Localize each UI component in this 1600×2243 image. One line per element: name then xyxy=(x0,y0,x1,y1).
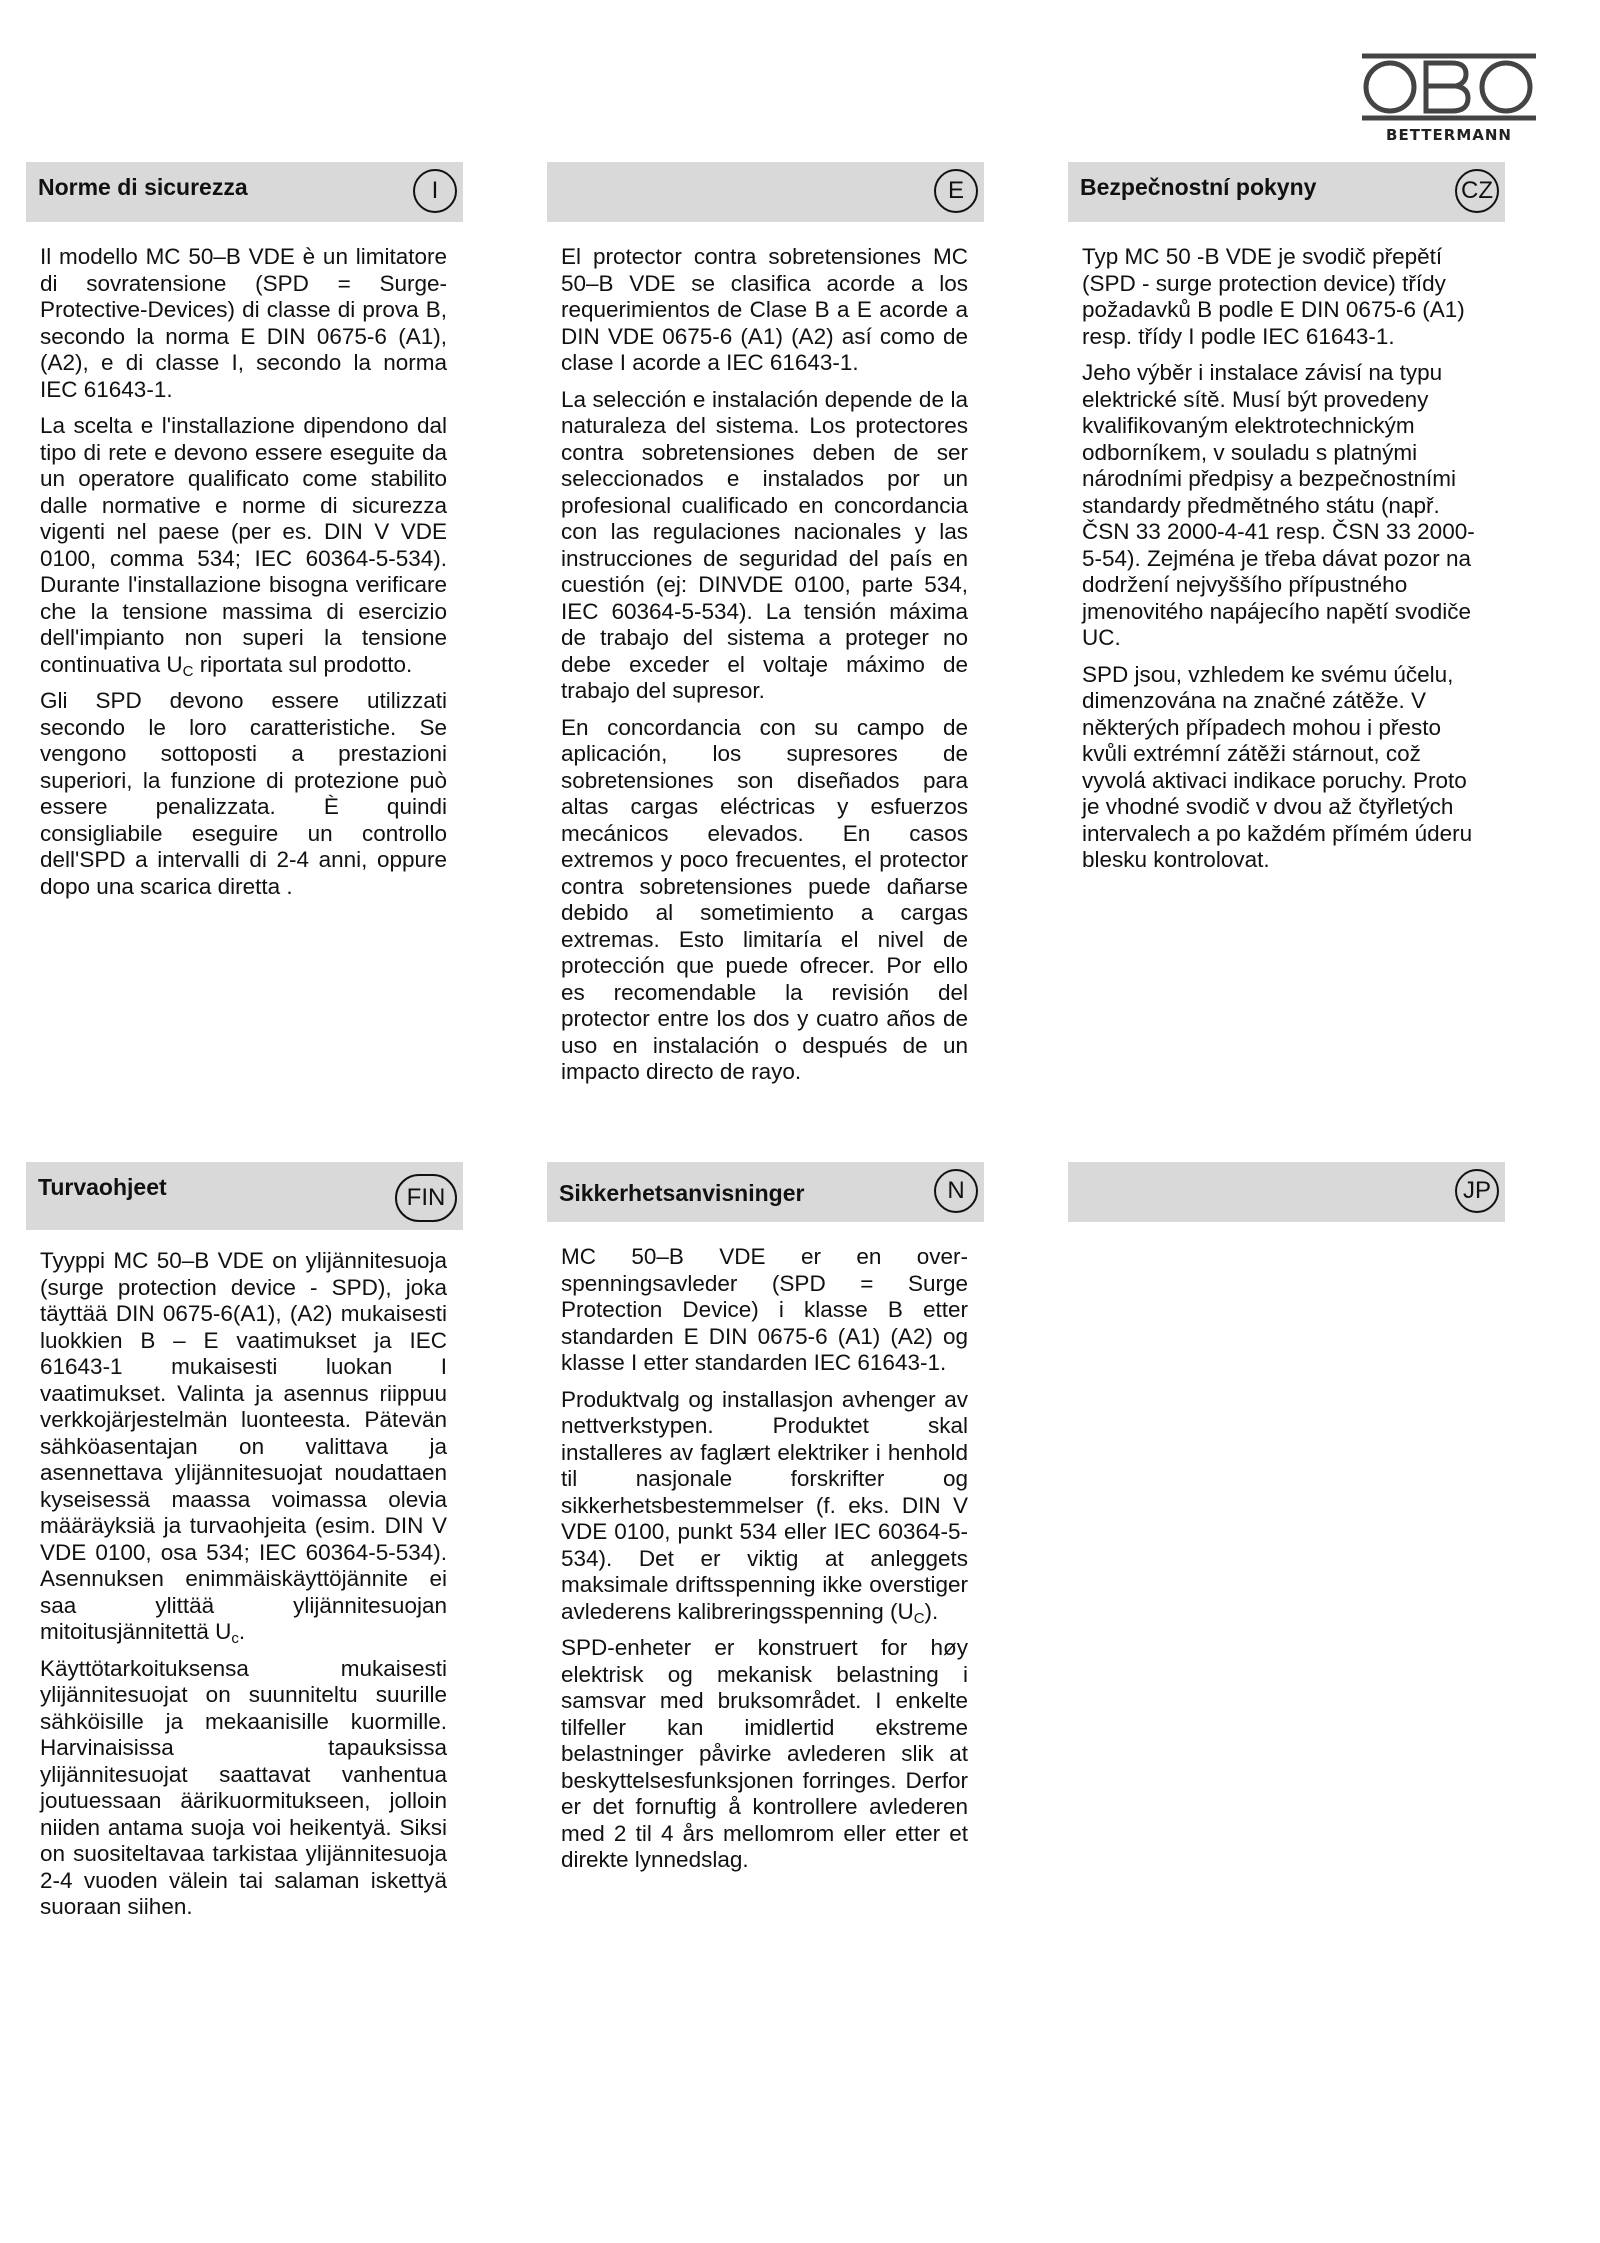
language-badge: I xyxy=(413,169,457,213)
paragraph-text: Tyyppi MC 50–B VDE on ylijännitesuoja (surge protection device - SPD), joka täyttää DIN 0675-6(A1), (A2) mukaisesti luokkien B – E vaatimukset ja IEC 61643-1 mukaisesti luokan I vaatimukset. Valinta ja asennus riippuu verkkojärjestelmän luonteesta. Pätevän sähköasentajan on valittava ja asennettava ylijännitesuojat noudattaen kyseisessä maassa voimassa olevia määräyksiä ja turvaohjeita (esim. DIN V VDE 0100, osa 534; IEC 60364-5-534). Asennuksen enimmäiskäyttöjännite ei saa ylittää ylijännitesuojan mitoitusjännitettä U xyxy=(40,1248,447,1644)
section-body xyxy=(1068,222,1505,874)
section-czech xyxy=(1068,162,1505,884)
paragraph: La selección e instalación depende de la naturaleza del sistema. Los protectores contra sobretensiones deben de ser seleccionados e instalados por un profesional cualificado en concordancia con las regulaciones nacionales y las instrucciones de seguridad del país en cuestión (ej: DINVDE 0100, parte 534, IEC 60364-5-534). La tensión máxima de trabajo del sistema a proteger no debe exceder el voltaje máximo de trabajo del supresor. xyxy=(561,386,968,703)
obo-logo-mark xyxy=(1360,52,1538,124)
section-header xyxy=(1068,1162,1505,1222)
section-header xyxy=(547,162,984,222)
paragraph-text: ). xyxy=(924,1598,939,1624)
paragraph: Jeho výběr i instalace závisí na typu elektrické sítě. Musí být provedeny kvalifikovaným elektrotechnickým odborníkem, v souladu s platnými národními předpisy a bezpečnostními standardy předmětného státu (např. ČSN 33 2000-4-41 resp. ČSN 33 2000-5-54). Zejména je třeba dávat pozor na dodržení nejvyššího přípustného jmenovitého napájecího napětí svodiče UC. xyxy=(1082,360,1475,650)
section-header xyxy=(547,1162,984,1222)
paragraph xyxy=(561,1387,968,1626)
paragraph-text: La scelta e l'installazione dipendono dal tipo di rete e devono essere eseguite da un operatore qualificato come stabilito dalle normative e norme di sicurezza vigenti nel paese (per es. DIN V VDE 0100, comma 534; IEC 60364-5-534). Durante l'installazione bisogna verificare che la tensione massima di esercizio dell'impianto non superi la tensione continuativa U xyxy=(40,413,447,677)
paragraph-text: riportata sul prodotto. xyxy=(193,651,413,677)
brand-name: BETTERMANN xyxy=(1386,126,1512,144)
section-spanish xyxy=(547,162,984,1144)
section-norwegian xyxy=(547,1162,984,1884)
paragraph: El protector contra sobretensiones MC 50–B VDE se clasifica acorde a los requerimientos de Clase B a E acorde a DIN VDE 0675-6 (A1) (A2) así como de clase I acorde a IEC 61643-1. xyxy=(561,244,968,375)
language-badge: N xyxy=(934,1169,978,1213)
section-body xyxy=(547,222,984,1144)
section-finnish xyxy=(26,1162,463,1931)
section-title: Bezpečnostní pokyny xyxy=(1080,174,1317,200)
section-body xyxy=(26,1230,463,1921)
section-header xyxy=(26,1162,463,1230)
subscript: c xyxy=(231,1630,239,1647)
paragraph-text: . xyxy=(238,1619,246,1644)
language-badge: JP xyxy=(1455,1169,1499,1213)
subscript: C xyxy=(913,1609,925,1627)
paragraph-text: Produktvalg og installasjon avhenger av nettverkstypen. Produktet skal installeres av faglært elektriker i henhold til nasjonale forskrifter og sikkerhetsbestemmelser (f. eks. DIN V VDE 0100, punkt 534 eller IEC 60364-5-534). Det er viktig at anleggets maksimale driftsspenning ikke overstiger avlederens kalibreringsspenning (U xyxy=(561,1386,968,1624)
section-title: Norme di sicurezza xyxy=(38,174,248,200)
paragraph: MC 50–B VDE er en over-spenningsavleder (SPD = Surge Protection Device) i klasse B etter standarden E DIN 0675-6 (A1) (A2) og klasse I etter standarden IEC 61643-1. xyxy=(561,1244,968,1375)
paragraph: Käyttötarkoituksensa mukaisesti ylijännitesuojat on suunniteltu suurille sähköisille ja mekaanisille kuormille. Harvinaisissa tapauksissa ylijännitesuojat saattavat vanhentua joutuessaan äärikuormitukseen, jolloin niiden antama suoja voi heikentyä. Siksi on suositeltavaa tarkistaa ylijännitesuoja 2-4 vuoden välein tai salaman iskettyä suoraan siihen. xyxy=(40,1655,447,1919)
section-japanese xyxy=(1068,1162,1505,1222)
section-body xyxy=(547,1222,984,1874)
paragraph xyxy=(40,413,447,678)
section-title: Sikkerhetsanvisninger xyxy=(559,1180,805,1206)
subscript: C xyxy=(182,662,194,680)
section-italian xyxy=(26,162,463,910)
paragraph xyxy=(40,1248,447,1646)
paragraph: SPD jsou, vzhledem ke svému účelu, dimenzována na značné zátěže. V některých případech mohou i přesto kvůli extrémní zátěži stárnout, což vyvolá aktivaci indikace poruchy. Proto je vhodné svodič v dvou až čtyřletých intervalech a po každém přímém úderu blesku kontrolovat. xyxy=(1082,661,1473,872)
paragraph: SPD-enheter er konstruert for høy elektrisk og mekanisk belastning i samsvar med bruksområdet. I enkelte tilfeller kan imidlertid ekstreme belastninger påvirke avlederen slik at beskyttelsesfunksjonen forringes. Derfor er det fornuftig å kontrollere avlederen med 2 til 4 års mellomrom eller etter et direkte lynnedslag. xyxy=(561,1635,968,1872)
paragraph: En concordancia con su campo de aplicación, los supresores de sobretensiones son diseñados para altas cargas eléctricas y esfuerzos mecánicos elevados. En casos extremos y poco frecuentes, el protector contra sobretensiones puede dañarse debido al sometimiento a cargas extremas. Esto limitaría el nivel de protección que puede ofrecer. Por ello es recomendable la revisión del protector entre los dos y cuatro años de uso en instalación o después de un impacto directo de rayo. xyxy=(561,714,968,1084)
paragraph: Typ MC 50 -B VDE je svodič přepětí (SPD - surge protection device) třídy požadavků B podle E DIN 0675-6 (A1) resp. třídy I podle IEC 61643-1. xyxy=(1082,244,1465,349)
language-badge: FIN xyxy=(395,1174,457,1222)
language-badge: E xyxy=(934,169,978,213)
section-header xyxy=(26,162,463,222)
section-title: Turvaohjeet xyxy=(38,1174,167,1200)
section-header xyxy=(1068,162,1505,222)
language-badge: CZ xyxy=(1455,169,1499,213)
paragraph: Gli SPD devono essere utilizzati secondo le loro caratteristiche. Se vengono sottoposti a prestazioni superiori, la funzione di protezione può essere penalizzata. È quindi consigliabile eseguire un controllo dell'SPD a intervalli di 2-4 anni, oppure dopo una scarica diretta . xyxy=(40,688,447,899)
obo-bettermann-logo xyxy=(1360,52,1538,148)
section-body xyxy=(26,222,463,900)
paragraph: Il modello MC 50–B VDE è un limitatore di sovratensione (SPD = Surge- Protective-Devices) di classe di prova B, secondo la norma E DIN 0675-6 (A1), (A2), e di classe I, secondo la norma IEC 61643-1. xyxy=(40,244,447,402)
